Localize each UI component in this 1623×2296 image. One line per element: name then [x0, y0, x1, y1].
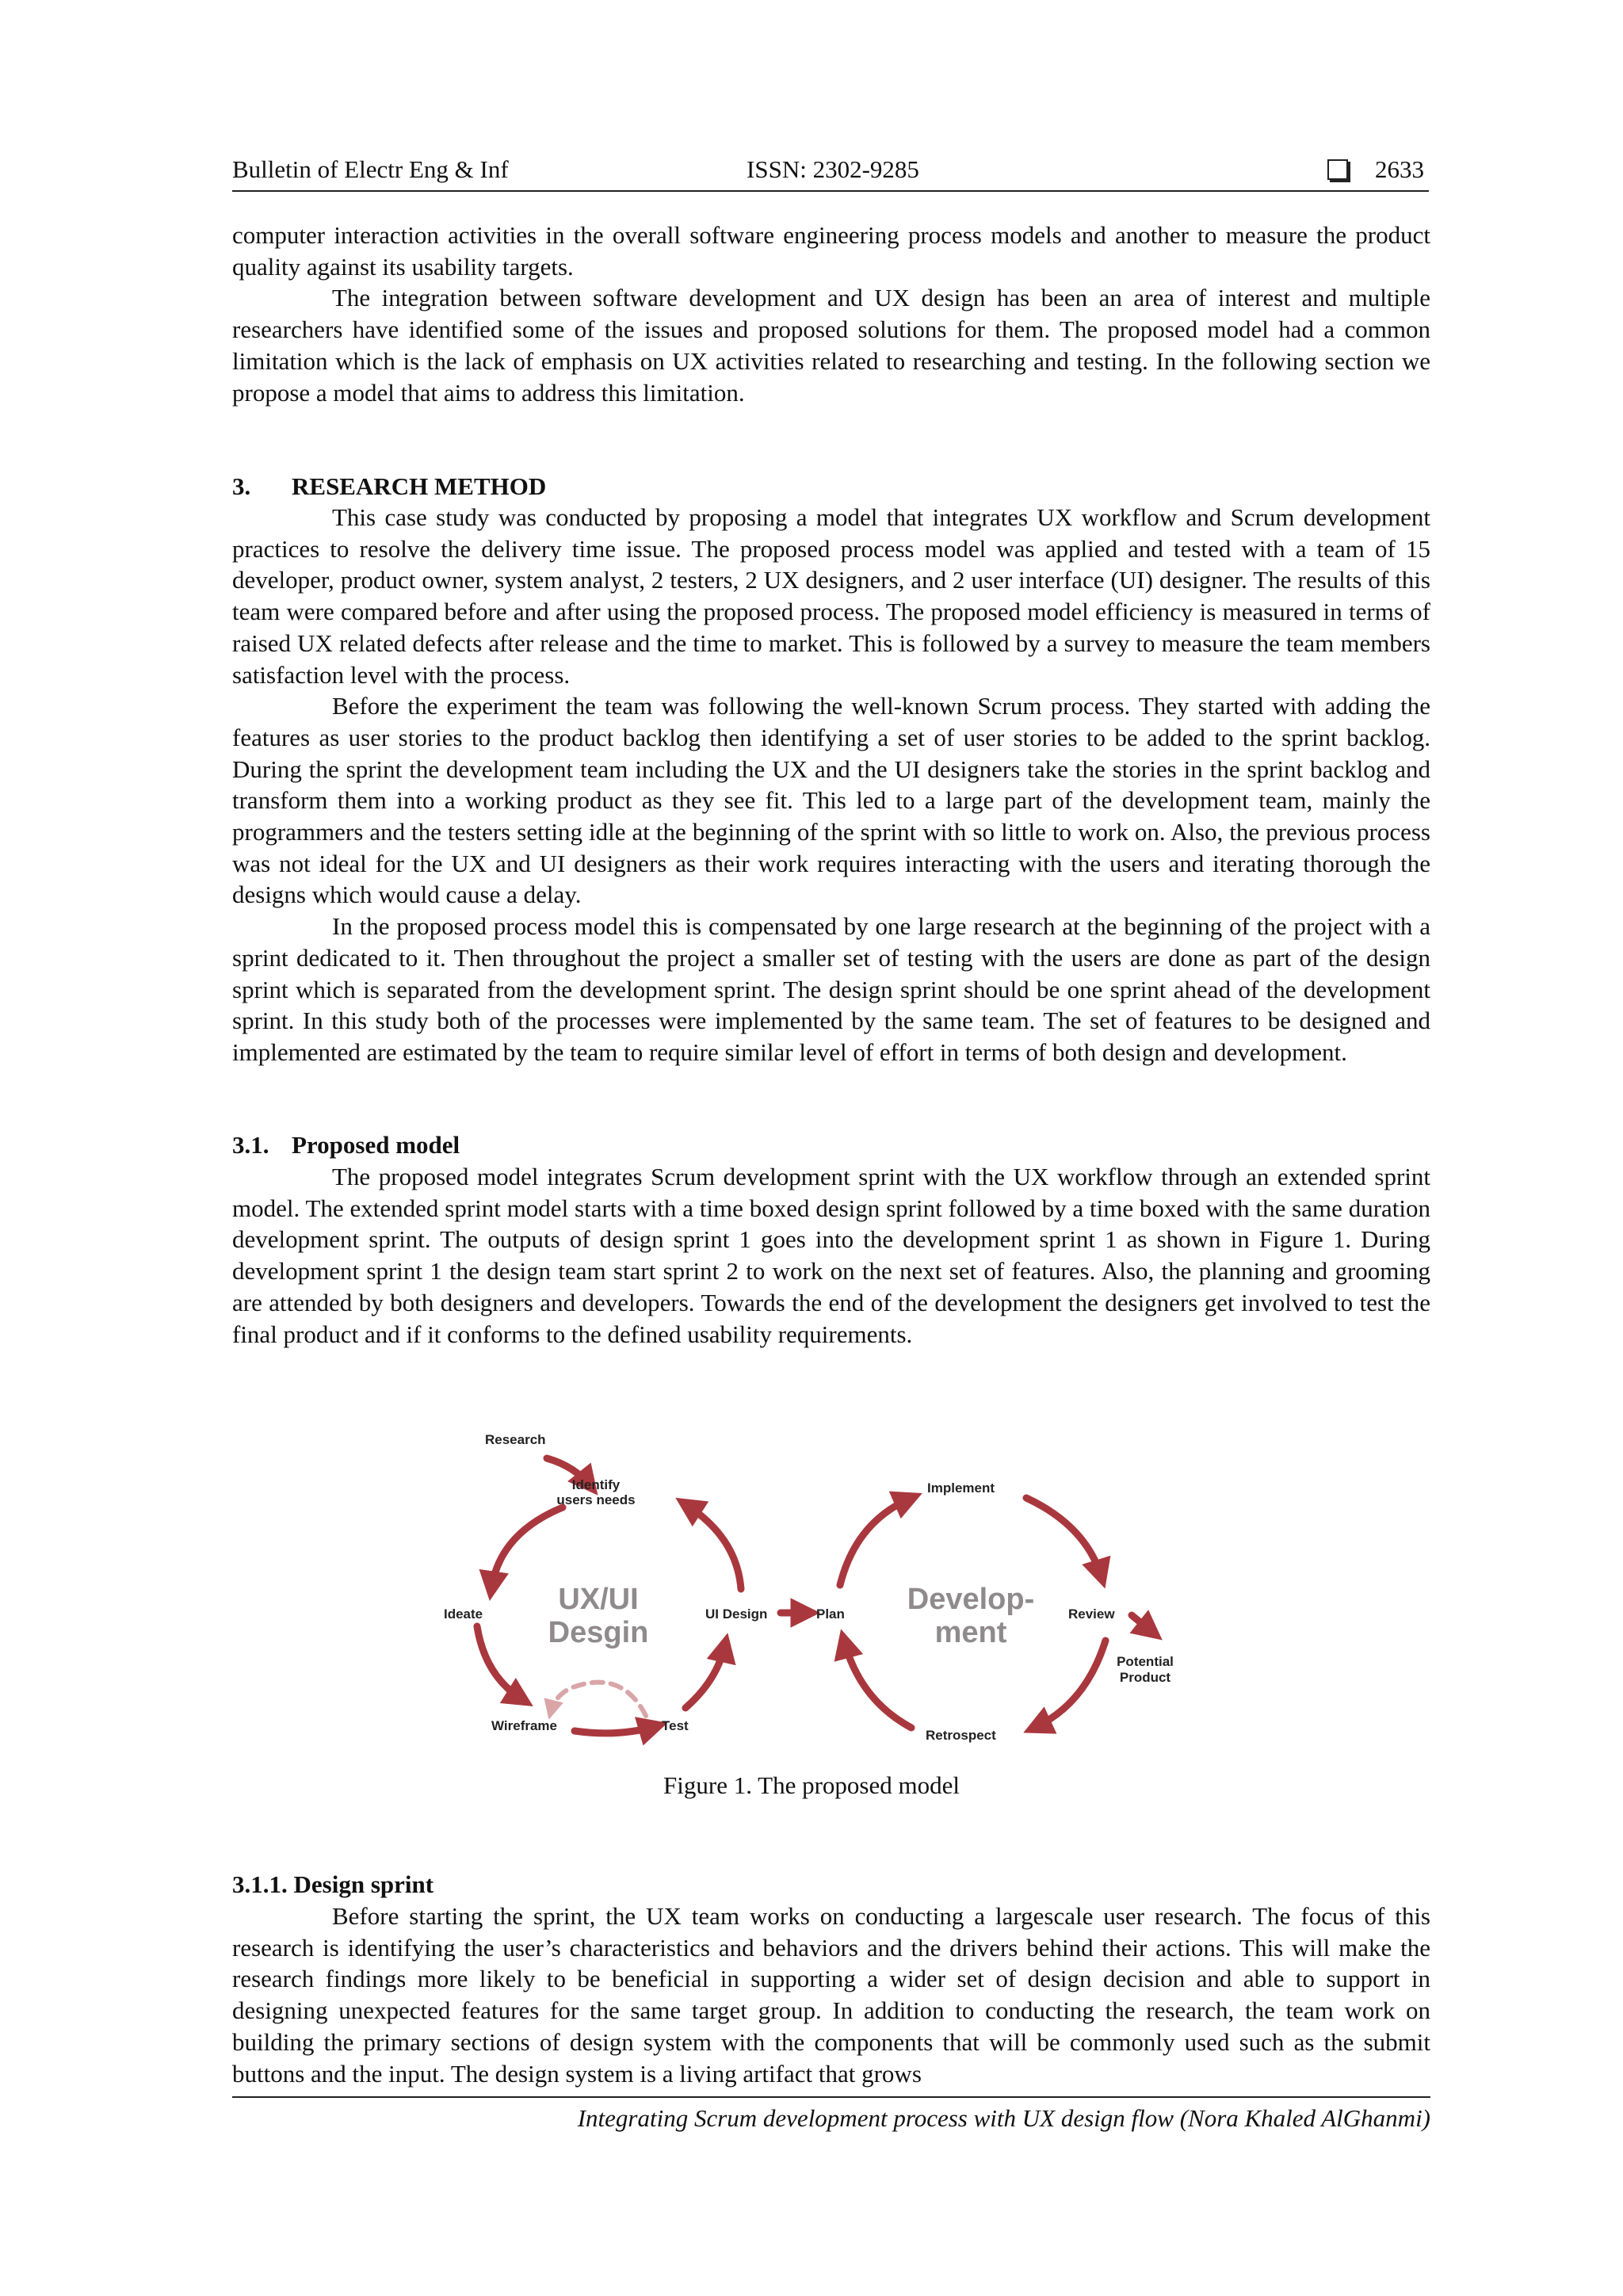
- issn: ISSN: 2302-9285: [747, 155, 919, 183]
- label-ui-design: UI Design: [705, 1606, 768, 1622]
- section-text: [232, 1901, 1430, 2089]
- dev-center-title: Develop-: [907, 1583, 1035, 1616]
- ux-arrow-ideate-wireframe: [477, 1626, 523, 1700]
- label-wireframe: Wireframe: [491, 1718, 557, 1733]
- proposed-model-figure: [444, 1419, 1236, 1752]
- label-ideate: Ideate: [444, 1606, 483, 1622]
- paragraph: This case study was conducted by proposing a model that integrates UX workflow and Scrum development practices to resolve the delivery time issue. The proposed process model was applied and tested with a team of 15 developer, product owner, system analyst, 2 testers, 2 UX designers, and 2 user interface (UI) designer. The results of this team were compared before and after using the proposed process. The proposed model efficiency is measured in terms of raised UX related defects after release and the time to market. This is followed by a survey to measure the team members satisfaction level with the process.: [232, 503, 1430, 689]
- label-research: Research: [485, 1432, 546, 1447]
- paragraph: Before the experiment the team was following the well-known Scrum process. They started with adding the features as user stories to the product backlog then identifying a set of user stories to be added to the sprint backlog. During the sprint the development team including the UX and the UI designers take the stories in the sprint backlog and transform them into a working product as they see fit. This led to a large part of the development team, mainly the programmers and the testers setting idle at the beginning of the sprint with so little to work on. Also, the previous process was not ideal for the UX and UI designers as their work requires interacting with the users and iterating thorough the designs which would cause a delay.: [232, 692, 1430, 909]
- section-text: [232, 502, 1430, 1068]
- label-plan: Plan: [816, 1606, 845, 1622]
- ux-dashed-iteration-arrow: [551, 1683, 646, 1716]
- label-implement: Implement: [927, 1480, 995, 1496]
- subsubsection-heading: [232, 1870, 433, 1899]
- label-users-needs: users needs: [556, 1492, 636, 1507]
- dev-arrow-retrospect-plan: [844, 1641, 911, 1728]
- ux-arrow-identify-ideate: [491, 1507, 563, 1589]
- ux-center-subtitle: Desgin: [548, 1616, 649, 1649]
- page-header: [232, 152, 1429, 192]
- section-number: 3.1.1.: [232, 1870, 288, 1898]
- dev-arrow-implement-review: [1026, 1498, 1102, 1577]
- ux-arrow-test-uidesign: [685, 1645, 725, 1708]
- ux-center-title: UX/UI: [558, 1583, 639, 1616]
- label-test: Test: [662, 1718, 689, 1733]
- subsection-heading: [232, 1131, 460, 1159]
- paragraph: The proposed model integrates Scrum development sprint with the UX workflow through an extended sprint model. The extended sprint model starts with a time boxed design sprint followed by a time boxed with the same duration development sprint. The outputs of design sprint 1 goes into the development sprint 1 as shown in Figure 1. During development sprint 1 the design team start sprint 2 to work on the next set of features. Also, the planning and grooming are attended by both designers and developers. Towards the end of the development the designers get involved to test the final product and if it conforms to the defined usability requirements.: [232, 1163, 1430, 1348]
- label-retrospect: Retrospect: [926, 1728, 996, 1743]
- dev-center-subtitle: ment: [934, 1616, 1007, 1649]
- section-heading: [232, 472, 546, 501]
- section-text: [232, 1161, 1430, 1350]
- ux-arrow-wireframe-test: [575, 1726, 656, 1733]
- page-number: 2633: [1375, 155, 1424, 183]
- label-potential: Potential: [1117, 1654, 1174, 1669]
- paragraph: In the proposed process model this is compensated by one large research at the beginning of the project with a sprint dedicated to it. Then throughout the project a smaller set of testing with the users are done as part of the design sprint which is separated from the development sprint. The design sprint should be one sprint ahead of the development sprint. In this study both of the processes were implemented by the same team. The set of features to be designed and implemented are estimated by the team to require similar level of effort in terms of both design and development.: [232, 912, 1430, 1066]
- section-title: Proposed model: [292, 1131, 460, 1159]
- paragraph: The integration between software development and UX design has been an area of interest and multiple researchers have identified some of the issues and proposed solutions for them. The proposed model had a common limitation which is the lack of emphasis on UX activities related to researching and testing. In the following section we propose a model that aims to address this limitation.: [232, 284, 1430, 407]
- dev-arrow-plan-implement: [840, 1498, 911, 1585]
- dev-arrow-review-retrospect: [1034, 1641, 1106, 1728]
- journal-name: Bulletin of Electr Eng & Inf: [232, 155, 509, 183]
- dev-arrow-review-potential: [1132, 1615, 1153, 1633]
- paragraph: Before starting the sprint, the UX team works on conducting a largescale user research. The focus of this research is identifying the user’s characteristics and behaviors and the drivers behind their actions. This will make the research findings more likely to be beneficial in supporting a wider set of design decision and able to support in designing unexpected features for the same target group. In addition to conducting the research, the team work on building the primary sections of design system with the components that will be commonly used such as the submit buttons and the input. The design system is a living artifact that grows: [232, 1902, 1430, 2088]
- section-title: RESEARCH METHOD: [292, 472, 547, 500]
- label-product: Product: [1119, 1670, 1171, 1685]
- label-review: Review: [1068, 1606, 1115, 1622]
- figure-caption: Figure 1. The proposed model: [663, 1771, 960, 1799]
- paragraph: computer interaction activities in the overall software engineering process models and another to measure the product quality against its usability targets.: [232, 221, 1430, 281]
- label-identify: Identify: [571, 1477, 621, 1492]
- section-number: 3.: [232, 472, 251, 500]
- section-number: 3.1.: [232, 1131, 269, 1159]
- running-title: Integrating Scrum development process with UX design flow (Nora Khaled AlGhanmi): [577, 2104, 1430, 2132]
- page-number-group: [1327, 155, 1424, 184]
- section-title: Design sprint: [293, 1870, 434, 1898]
- intro-text: [232, 220, 1430, 408]
- ux-arrow-uidesign-identify: [685, 1504, 741, 1589]
- square-bullet-icon: [1327, 159, 1348, 180]
- page-footer: [232, 2096, 1430, 2133]
